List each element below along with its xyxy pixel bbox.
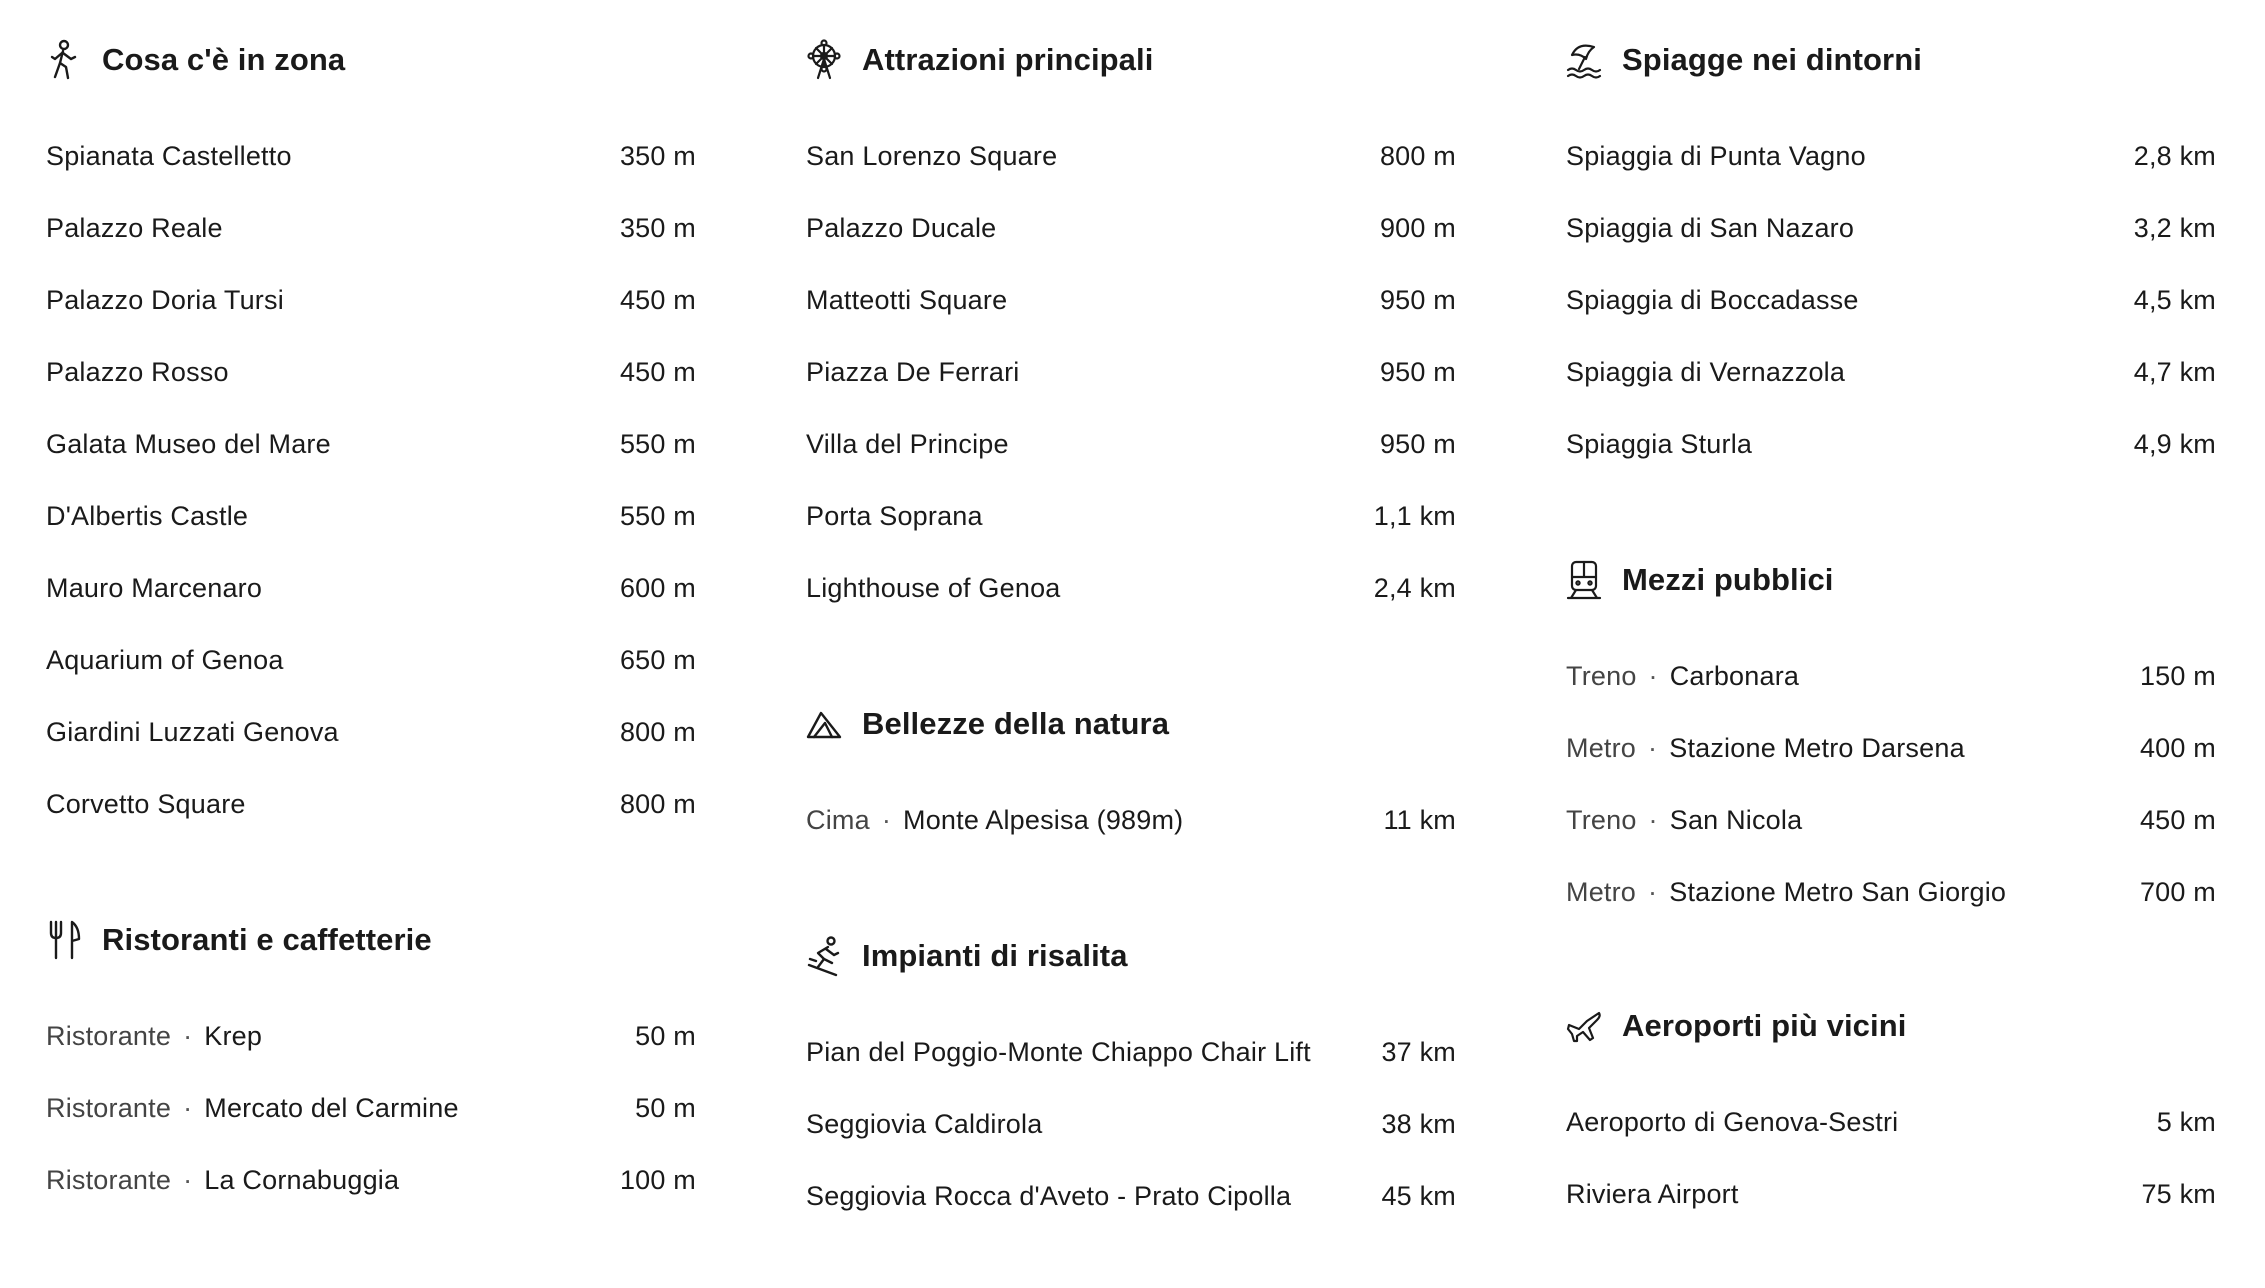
place-name: Matteotti Square (806, 284, 1008, 315)
section-title: Cosa c'è in zona (102, 42, 346, 77)
section-header (806, 30, 1456, 90)
place-type: Treno (1566, 660, 1637, 691)
section-attractions (806, 30, 1456, 624)
place-name (1566, 877, 2006, 908)
distance-value: 800 m (1379, 140, 1456, 171)
distance-value: 11 km (1383, 804, 1456, 835)
place-name: Corvetto Square (46, 788, 246, 819)
list-item (806, 264, 1456, 336)
distance-value: 75 km (2141, 1178, 2216, 1209)
place-list (1566, 640, 2216, 928)
place-type: Ristorante (46, 1092, 172, 1123)
list-item (46, 408, 696, 480)
list-item (806, 1160, 1456, 1232)
list-item (806, 192, 1456, 264)
list-item (806, 552, 1456, 624)
place-label: Krep (204, 1020, 263, 1051)
section-title: Mezzi pubblici (1622, 562, 1834, 597)
separator-dot: · (1648, 660, 1658, 691)
distance-value: 950 m (1379, 428, 1456, 459)
section-header (1566, 30, 2216, 90)
distance-value: 700 m (2139, 876, 2216, 907)
section-transit (1566, 550, 2216, 928)
list-item (806, 1088, 1456, 1160)
place-type: Metro (1566, 876, 1637, 907)
place-name: Giardini Luzzati Genova (46, 716, 339, 747)
skier-icon (806, 935, 842, 977)
distance-value: 1,1 km (1373, 500, 1456, 531)
separator-dot: · (183, 1020, 193, 1051)
place-name: Spianata Castelletto (46, 140, 292, 171)
place-name (1566, 661, 1799, 692)
section-title: Aeroporti più vicini (1622, 1008, 1907, 1043)
list-item (46, 120, 696, 192)
separator-dot: · (1648, 732, 1658, 763)
place-list (806, 1016, 1456, 1232)
list-item (1566, 712, 2216, 784)
section-header (1566, 550, 2216, 610)
place-name: Spiaggia di Boccadasse (1566, 284, 1859, 315)
section-ski (806, 926, 1456, 1232)
list-item (806, 408, 1456, 480)
distance-value: 800 m (619, 788, 696, 819)
place-name: Seggiovia Caldirola (806, 1108, 1043, 1139)
distance-value: 350 m (619, 140, 696, 171)
list-item (806, 1016, 1456, 1088)
place-name: Galata Museo del Mare (46, 428, 331, 459)
place-label: La Cornabuggia (204, 1164, 400, 1195)
place-list (46, 1000, 696, 1216)
list-item (1566, 784, 2216, 856)
place-list (1566, 1086, 2216, 1230)
place-name (46, 1021, 262, 1052)
mountain-icon (806, 703, 842, 745)
section-title: Bellezze della natura (862, 706, 1170, 741)
place-name: Mauro Marcenaro (46, 572, 263, 603)
place-name: Palazzo Doria Tursi (46, 284, 284, 315)
place-type: Treno (1566, 804, 1637, 835)
place-name: Piazza De Ferrari (806, 356, 1020, 387)
airplane-icon (1566, 1005, 1602, 1047)
place-name: Palazzo Rosso (46, 356, 229, 387)
list-item (46, 552, 696, 624)
list-item (1566, 336, 2216, 408)
section-header (806, 694, 1456, 754)
place-type: Ristorante (46, 1020, 172, 1051)
place-name: Spiaggia di Vernazzola (1566, 356, 1846, 387)
list-item (1566, 264, 2216, 336)
section-header (46, 30, 696, 90)
list-item (46, 1000, 696, 1072)
distance-value: 50 m (635, 1092, 696, 1123)
list-item (806, 120, 1456, 192)
train-icon (1566, 559, 1602, 601)
distance-value: 2,8 km (2133, 140, 2216, 171)
list-item (1566, 1086, 2216, 1158)
place-label: Stazione Metro San Giorgio (1669, 876, 2007, 907)
section-header (1566, 996, 2216, 1056)
distance-value: 650 m (619, 644, 696, 675)
place-list (1566, 120, 2216, 480)
distance-value: 450 m (2139, 804, 2216, 835)
place-list (806, 120, 1456, 624)
separator-dot: · (183, 1092, 193, 1123)
place-name: Lighthouse of Genoa (806, 572, 1061, 603)
list-item (1566, 408, 2216, 480)
place-name: Porta Soprana (806, 500, 983, 531)
place-label: San Nicola (1669, 804, 1803, 835)
distance-value: 900 m (1379, 212, 1456, 243)
list-item (1566, 856, 2216, 928)
list-item (1566, 1158, 2216, 1230)
distance-value: 550 m (619, 428, 696, 459)
section-airports (1566, 996, 2216, 1230)
distance-value: 2,4 km (1373, 572, 1456, 603)
separator-dot: · (1648, 804, 1658, 835)
list-item (46, 336, 696, 408)
list-item (1566, 120, 2216, 192)
place-name (46, 1165, 399, 1196)
list-item (46, 1072, 696, 1144)
section-title: Attrazioni principali (862, 42, 1154, 77)
place-name: Seggiovia Rocca d'Aveto - Prato Cipolla (806, 1180, 1292, 1211)
section-title: Ristoranti e caffetterie (102, 922, 432, 957)
list-item (46, 624, 696, 696)
list-item (1566, 192, 2216, 264)
place-label: Carbonara (1669, 660, 1800, 691)
list-item (806, 784, 1456, 856)
distance-value: 4,9 km (2133, 428, 2216, 459)
place-label: Monte Alpesisa (989m) (903, 804, 1184, 835)
distance-value: 100 m (619, 1164, 696, 1195)
section-beaches (1566, 30, 2216, 480)
distance-value: 450 m (619, 284, 696, 315)
list-item (46, 264, 696, 336)
place-name: Palazzo Ducale (806, 212, 997, 243)
list-item (1566, 640, 2216, 712)
section-title: Impianti di risalita (862, 938, 1128, 973)
distance-value: 400 m (2139, 732, 2216, 763)
walking-person-icon (46, 39, 82, 81)
list-item (46, 768, 696, 840)
list-item (46, 696, 696, 768)
section-title: Spiagge nei dintorni (1622, 42, 1922, 77)
distance-value: 150 m (2139, 660, 2216, 691)
place-label: Stazione Metro Darsena (1669, 732, 1965, 763)
place-name (1566, 733, 1965, 764)
section-header (806, 926, 1456, 986)
place-name: Aquarium of Genoa (46, 644, 284, 675)
list-item (46, 1144, 696, 1216)
ferris-wheel-icon (806, 39, 842, 81)
distance-value: 38 km (1381, 1108, 1456, 1139)
distance-value: 350 m (619, 212, 696, 243)
separator-dot: · (881, 804, 892, 835)
place-name: San Lorenzo Square (806, 140, 1058, 171)
distance-value: 450 m (619, 356, 696, 387)
place-name: Spiaggia di Punta Vagno (1566, 140, 1866, 171)
place-name: Riviera Airport (1566, 1178, 1739, 1209)
distance-value: 4,5 km (2133, 284, 2216, 315)
distance-value: 37 km (1381, 1036, 1456, 1067)
place-type: Metro (1566, 732, 1637, 763)
place-name (46, 1093, 459, 1124)
distance-value: 950 m (1379, 356, 1456, 387)
list-item (806, 336, 1456, 408)
place-name (806, 805, 1183, 836)
place-list (46, 120, 696, 840)
section-nature (806, 694, 1456, 856)
distance-value: 600 m (619, 572, 696, 603)
place-name: Pian del Poggio-Monte Chiappo Chair Lift (806, 1036, 1311, 1067)
distance-value: 800 m (619, 716, 696, 747)
distance-value: 950 m (1379, 284, 1456, 315)
place-name: Villa del Principe (806, 428, 1009, 459)
place-type: Cima (806, 804, 870, 835)
place-name: Palazzo Reale (46, 212, 223, 243)
place-label: Mercato del Carmine (204, 1092, 459, 1123)
beach-umbrella-icon (1566, 39, 1602, 81)
separator-dot: · (183, 1164, 193, 1195)
list-item (806, 480, 1456, 552)
section-nearby (46, 30, 696, 840)
distance-value: 4,7 km (2133, 356, 2216, 387)
distance-value: 3,2 km (2133, 212, 2216, 243)
place-name: Spiaggia di San Nazaro (1566, 212, 1855, 243)
place-name: Aeroporto di Genova-Sestri (1566, 1106, 1899, 1137)
place-type: Ristorante (46, 1164, 172, 1195)
section-header (46, 910, 696, 970)
place-name (1566, 805, 1802, 836)
place-name: D'Albertis Castle (46, 500, 249, 531)
distance-value: 50 m (635, 1020, 696, 1051)
distance-value: 5 km (2156, 1106, 2216, 1137)
fork-knife-icon (46, 919, 82, 961)
separator-dot: · (1648, 876, 1658, 907)
list-item (46, 480, 696, 552)
distance-value: 550 m (619, 500, 696, 531)
list-item (46, 192, 696, 264)
section-restaurants (46, 910, 696, 1216)
place-list (806, 784, 1456, 856)
distance-value: 45 km (1381, 1180, 1456, 1211)
place-name: Spiaggia Sturla (1566, 428, 1753, 459)
